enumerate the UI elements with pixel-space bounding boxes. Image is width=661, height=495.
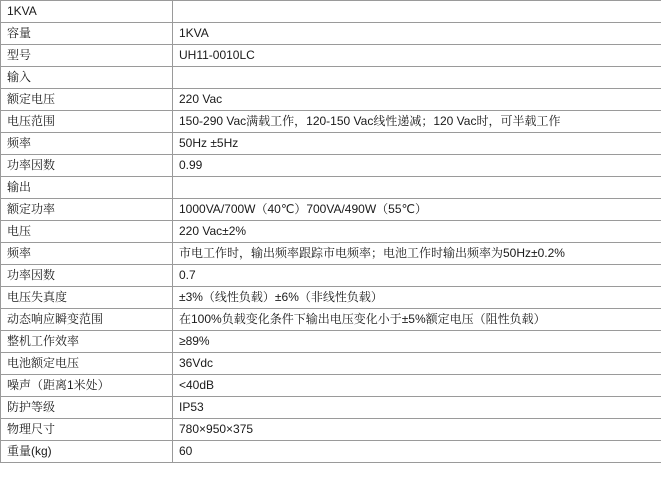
table-cell-value: 0.7 (173, 265, 661, 287)
table-cell-value: 60 (173, 441, 661, 463)
table-row (1, 23, 661, 45)
table-cell-label: 电压 (1, 221, 173, 243)
table-row (1, 133, 661, 155)
table-title-cell: 1KVA (1, 1, 173, 23)
table-row (1, 331, 661, 353)
table-title-value-cell (173, 1, 661, 23)
table-cell-label: 电压范围 (1, 111, 173, 133)
table-cell-label: 频率 (1, 133, 173, 155)
table-cell-label: 型号 (1, 45, 173, 67)
table-cell-label: 防护等级 (1, 397, 173, 419)
table-cell-label: 功率因数 (1, 265, 173, 287)
table-cell-label: 动态响应瞬变范围 (1, 309, 173, 331)
table-cell-value: ±3%（线性负载）±6%（非线性负载） (173, 287, 661, 309)
table-cell-value: 50Hz ±5Hz (173, 133, 661, 155)
table-row (1, 199, 661, 221)
table-section-label: 输入 (1, 67, 173, 89)
table-cell-label: 额定功率 (1, 199, 173, 221)
table-row (1, 375, 661, 397)
table-row (1, 1, 661, 23)
table-cell-value: ≥89% (173, 331, 661, 353)
table-cell-value: 150-290 Vac满载工作，120-150 Vac线性递减；120 Vac时，可半载工作 (173, 111, 661, 133)
table-cell-label: 重量(kg) (1, 441, 173, 463)
table-cell-value: 780×950×375 (173, 419, 661, 441)
table-row (1, 353, 661, 375)
table-row (1, 45, 661, 67)
table-cell-label: 容量 (1, 23, 173, 45)
table-cell-value: 市电工作时，输出频率跟踪市电频率；电池工作时输出频率为50Hz±0.2% (173, 243, 661, 265)
table-row (1, 243, 661, 265)
table-row (1, 265, 661, 287)
table-cell-value: 0.99 (173, 155, 661, 177)
table-cell-value: IP53 (173, 397, 661, 419)
table-cell-label: 电压失真度 (1, 287, 173, 309)
table-section-value (173, 177, 661, 199)
table-row (1, 67, 661, 89)
table-cell-label: 噪声（距离1米处） (1, 375, 173, 397)
table-row (1, 177, 661, 199)
table-cell-value: 1000VA/700W（40℃）700VA/490W（55℃） (173, 199, 661, 221)
table-row (1, 441, 661, 463)
table-cell-value: 220 Vac±2% (173, 221, 661, 243)
table-row (1, 89, 661, 111)
table-cell-label: 整机工作效率 (1, 331, 173, 353)
table-cell-value: 36Vdc (173, 353, 661, 375)
table-row (1, 155, 661, 177)
table-row (1, 287, 661, 309)
table-cell-label: 频率 (1, 243, 173, 265)
table-cell-label: 额定电压 (1, 89, 173, 111)
table-row (1, 419, 661, 441)
table-row (1, 397, 661, 419)
table-cell-value: 1KVA (173, 23, 661, 45)
table-cell-value: 220 Vac (173, 89, 661, 111)
table-cell-value: <40dB (173, 375, 661, 397)
table-cell-label: 功率因数 (1, 155, 173, 177)
table-section-label: 输出 (1, 177, 173, 199)
table-section-value (173, 67, 661, 89)
table-row (1, 111, 661, 133)
table-body (1, 1, 661, 463)
table-row (1, 221, 661, 243)
table-row (1, 309, 661, 331)
table-cell-label: 物理尺寸 (1, 419, 173, 441)
table-cell-value: UH11-0010LC (173, 45, 661, 67)
table-cell-value: 在100%负载变化条件下输出电压变化小于±5%额定电压（阻性负载） (173, 309, 661, 331)
table-cell-label: 电池额定电压 (1, 353, 173, 375)
